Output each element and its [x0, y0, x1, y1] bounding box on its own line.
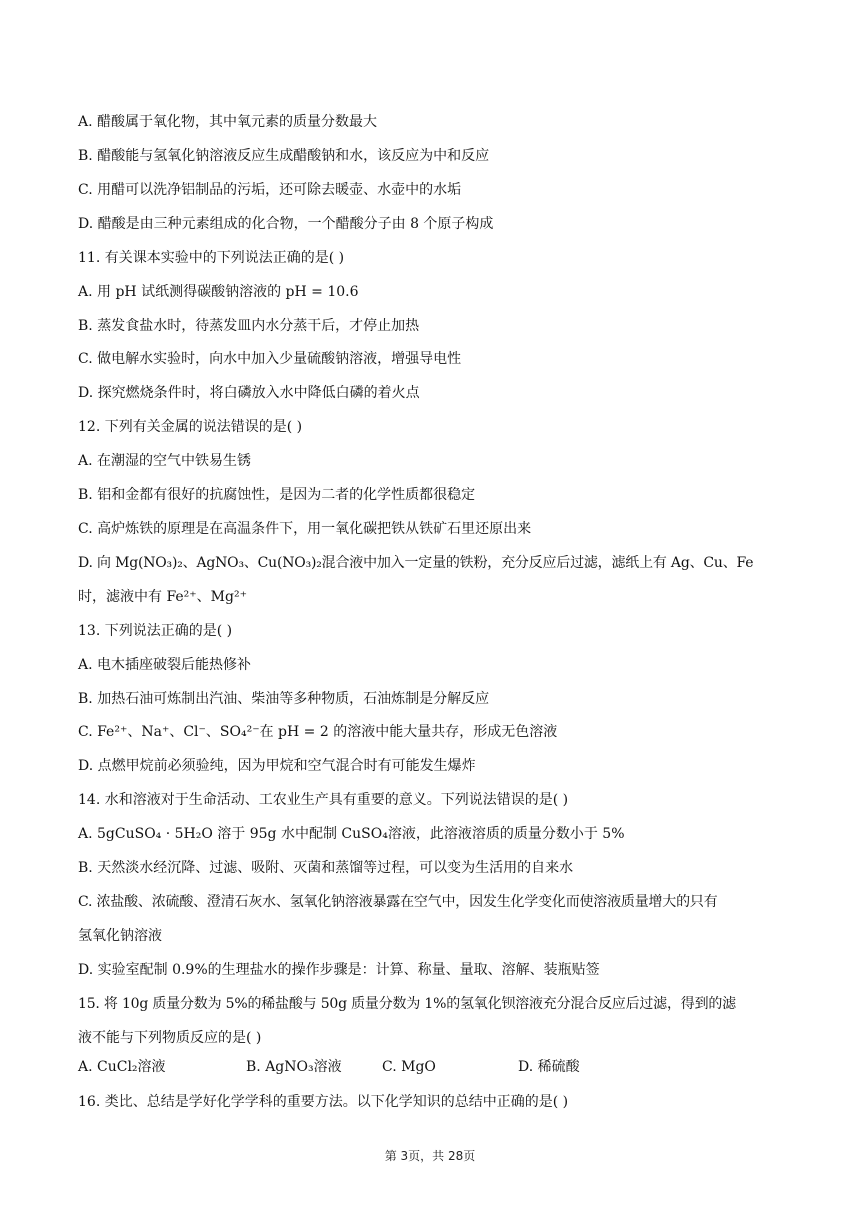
q12-option-a: A. 在潮湿的空气中铁易生锈 — [78, 453, 252, 469]
q14-option-d: D. 实验室配制 0.9%的生理盐水的操作步骤是：计算、称量、量取、溶解、装瓶贴签 — [78, 962, 600, 978]
q12-option-c: C. 高炉炼铁的原理是在高温条件下，用一氧化碳把铁从铁矿石里还原出来 — [78, 521, 532, 537]
q12-option-d-cont: 时，滤液中有 Fe²⁺、Mg²⁺ — [78, 589, 247, 605]
q10-option-d: D. 醋酸是由三种元素组成的化合物，一个醋酸分子由 8 个原子构成 — [78, 216, 494, 232]
q11-option-b: B. 蒸发食盐水时，待蒸发皿内水分蒸干后，才停止加热 — [78, 318, 420, 334]
q11-option-a: A. 用 pH 试纸测得碳酸钠溶液的 pH = 10.6 — [78, 284, 359, 300]
q12-option-b: B. 铝和金都有很好的抗腐蚀性，是因为二者的化学性质都很稳定 — [78, 487, 476, 503]
q15-option-a: A. CuCl₂溶液 — [78, 1059, 166, 1075]
q13-option-c: C. Fe²⁺、Na⁺、Cl⁻、SO₄²⁻在 pH = 2 的溶液中能大量共存，形成无色溶液 — [78, 724, 558, 740]
q11-stem: 11. 有关课本实验中的下列说法正确的是( ) — [78, 250, 345, 266]
q15-stem-cont: 液不能与下列物质反应的是( ) — [78, 1030, 262, 1046]
q10-option-c: C. 用醋可以洗净铝制品的污垢，还可除去暖壶、水壶中的水垢 — [78, 182, 462, 198]
q10-option-a: A. 醋酸属于氧化物，其中氧元素的质量分数最大 — [78, 114, 378, 130]
q15-options — [78, 1057, 793, 1077]
q15-stem: 15. 将 10g 质量分数为 5%的稀盐酸与 50g 质量分数为 1%的氢氧化钡溶液充分混合反应后过滤，得到的滤 — [78, 996, 736, 1012]
q16-stem: 16. 类比、总结是学好化学学科的重要方法。以下化学知识的总结中正确的是( ) — [78, 1094, 569, 1110]
q14-option-c-cont: 氢氧化钠溶液 — [78, 928, 162, 944]
q14-option-b: B. 天然淡水经沉降、过滤、吸附、灭菌和蒸馏等过程，可以变为生活用的自来水 — [78, 860, 574, 876]
q13-option-a: A. 电木插座破裂后能热修补 — [78, 657, 252, 673]
q15-option-b: B. AgNO₃溶液 — [246, 1059, 342, 1075]
page-footer: 第 3页，共 28页 — [384, 1149, 476, 1163]
q13-option-b: B. 加热石油可炼制出汽油、柴油等多种物质，石油炼制是分解反应 — [78, 691, 490, 707]
q13-stem: 13. 下列说法正确的是( ) — [78, 623, 233, 639]
q14-option-a: A. 5gCuSO₄ · 5H₂O 溶于 95g 水中配制 CuSO₄溶液，此溶液溶质的质量分数小于 5% — [78, 826, 625, 842]
q14-option-c: C. 浓盐酸、浓硫酸、澄清石灰水、氢氧化钠溶液暴露在空气中，因发生化学变化而使溶液质量增大的只有 — [78, 894, 718, 910]
q11-option-c: C. 做电解水实验时，向水中加入少量硫酸钠溶液，增强导电性 — [78, 351, 462, 367]
q10-option-b: B. 醋酸能与氢氧化钠溶液反应生成醋酸钠和水，该反应为中和反应 — [78, 148, 490, 164]
q15-option-d: D. 稀硫酸 — [518, 1059, 580, 1075]
q15-option-c: C. MgO — [382, 1059, 436, 1075]
q14-stem: 14. 水和溶液对于生命活动、工农业生产具有重要的意义。下列说法错误的是( ) — [78, 792, 569, 808]
q12-stem: 12. 下列有关金属的说法错误的是( ) — [78, 419, 303, 435]
q11-option-d: D. 探究燃烧条件时，将白磷放入水中降低白磷的着火点 — [78, 385, 420, 401]
q12-option-d: D. 向 Mg(NO₃)₂、AgNO₃、Cu(NO₃)₂混合液中加入一定量的铁粉，充分反应后过滤，滤纸上有 Ag、Cu、Fe — [78, 555, 754, 571]
q13-option-d: D. 点燃甲烷前必须验纯，因为甲烷和空气混合时有可能发生爆炸 — [78, 758, 476, 774]
